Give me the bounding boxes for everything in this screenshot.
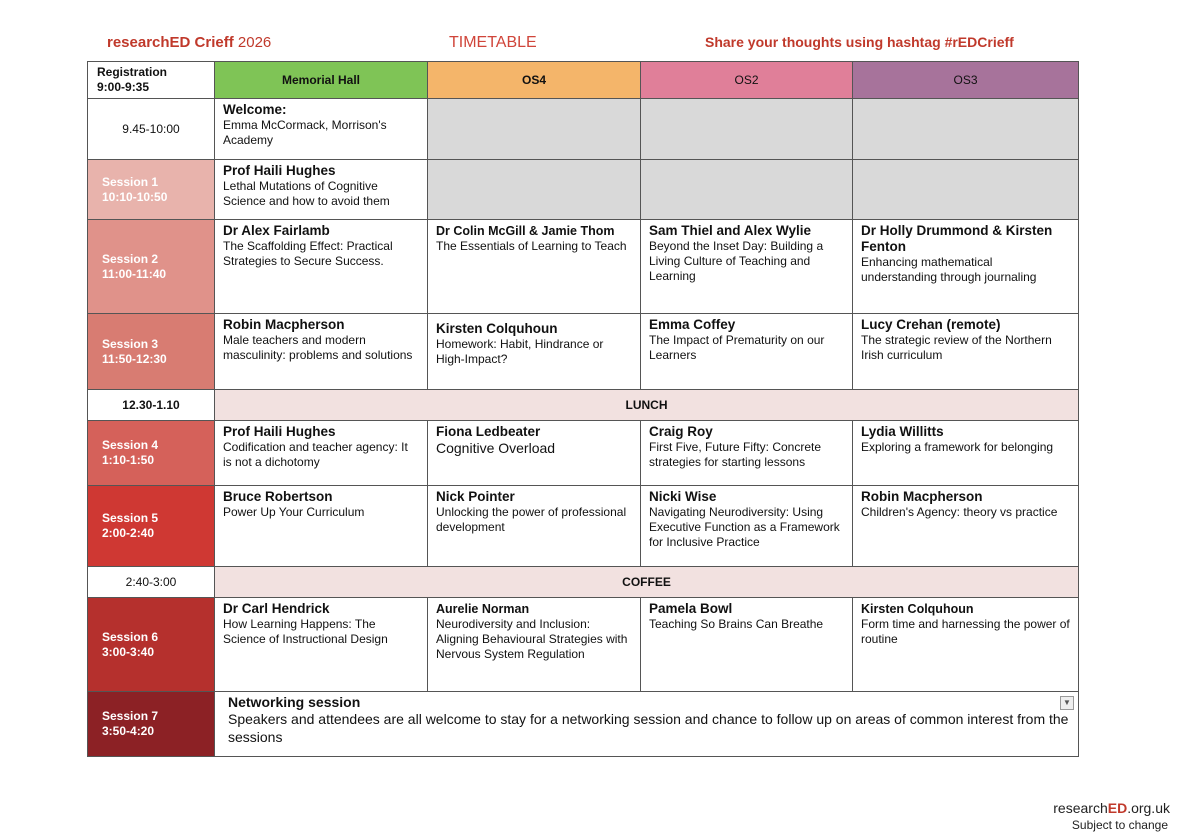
session-label: Session 7 xyxy=(102,709,159,723)
session-5-row xyxy=(88,486,1079,567)
talk-title: The Scaffolding Effect: Practical Strategies to Secure Success. xyxy=(223,239,393,268)
session-label: Session 1 xyxy=(102,174,159,189)
session-1-memorial-hall xyxy=(215,160,428,220)
lunch-band: LUNCH xyxy=(215,390,1079,421)
talk-title: Beyond the Inset Day: Building a Living Culture of Teaching and Learning xyxy=(649,239,824,283)
coffee-row xyxy=(88,567,1079,598)
talk-title: Homework: Habit, Hindrance or High-Impact? xyxy=(436,337,604,366)
empty-cell xyxy=(853,160,1079,220)
coffee-time: 2:40-3:00 xyxy=(88,567,215,598)
session-time: 1:10-1:50 xyxy=(102,453,155,467)
talk-title: Teaching So Brains Can Breathe xyxy=(649,617,824,631)
talk-title: Neurodiversity and Inclusion: Aligning Behavioural Strategies with Nervous System Regulation xyxy=(436,617,628,661)
hashtag-note: Share your thoughts using hashtag #rEDCrieff xyxy=(705,34,1014,50)
talk-title: Codification and teacher agency: It is not a dichotomy xyxy=(223,440,408,469)
timetable xyxy=(87,61,1079,757)
session-5-os3 xyxy=(853,486,1079,567)
speaker-name: Pamela Bowl xyxy=(649,601,733,616)
speaker-name: Nicki Wise xyxy=(649,489,717,504)
lunch-row xyxy=(88,390,1079,421)
session-2-os3 xyxy=(853,220,1079,314)
welcome-cell xyxy=(215,99,428,160)
session-time: 2:00-2:40 xyxy=(102,526,155,540)
session-4-memorial-hall xyxy=(215,421,428,486)
column-os2: OS2 xyxy=(641,62,853,99)
lunch-time: 12.30-1.10 xyxy=(88,390,215,421)
talk-title: Male teachers and modern masculinity: problems and solutions xyxy=(223,333,413,362)
talk-title: Lethal Mutations of Cognitive Science and how to avoid them xyxy=(223,179,390,208)
speaker-name: Lucy Crehan (remote) xyxy=(861,317,1001,332)
session-4-os2 xyxy=(641,421,853,486)
session-3-row xyxy=(88,314,1079,390)
session-label: Session 3 xyxy=(102,336,159,351)
empty-cell xyxy=(428,99,641,160)
networking-title: Networking session xyxy=(228,694,361,710)
welcome-speaker: Emma McCormack, Morrison's Academy xyxy=(223,118,387,147)
session-time: 3:50-4:20 xyxy=(102,724,155,738)
session-3-os2 xyxy=(641,314,853,390)
networking-description: Speakers and attendees are all welcome to stay for a networking session and chance to follow up on areas of common interest from the sessions xyxy=(228,711,1069,745)
talk-title: Cognitive Overload xyxy=(436,440,556,456)
session-3-os4 xyxy=(428,314,641,390)
session-6-time-cell xyxy=(88,598,215,692)
session-label: Session 6 xyxy=(102,629,159,644)
talk-title: How Learning Happens: The Science of Instructional Design xyxy=(223,617,388,646)
speaker-name: Fiona Ledbeater xyxy=(436,424,541,439)
talk-title: Children's Agency: theory vs practice xyxy=(861,505,1058,519)
session-label: Session 4 xyxy=(102,438,159,452)
speaker-name: Emma Coffey xyxy=(649,317,736,332)
talk-title: Form time and harnessing the power of routine xyxy=(861,617,1070,646)
session-6-row xyxy=(88,598,1079,692)
session-6-os2 xyxy=(641,598,853,692)
registration-time: 9:00-9:35 xyxy=(97,80,150,94)
welcome-row xyxy=(88,99,1079,160)
coffee-band: COFFEE xyxy=(215,567,1079,598)
session-5-os2 xyxy=(641,486,853,567)
session-time: 10:10-10:50 xyxy=(102,189,168,204)
speaker-name: Prof Haili Hughes xyxy=(223,424,336,439)
empty-cell xyxy=(853,99,1079,160)
session-time: 3:00-3:40 xyxy=(102,644,155,659)
session-4-os3 xyxy=(853,421,1079,486)
column-os3: OS3 xyxy=(853,62,1079,99)
session-6-memorial-hall xyxy=(215,598,428,692)
session-7-row xyxy=(88,692,1079,757)
talk-title: Exploring a framework for belonging xyxy=(861,440,1054,454)
session-6-os4 xyxy=(428,598,641,692)
talk-title: The strategic review of the Northern Irish curriculum xyxy=(861,333,1052,362)
session-2-os4 xyxy=(428,220,641,314)
session-time: 11:00-11:40 xyxy=(102,266,167,281)
empty-cell xyxy=(641,99,853,160)
talk-title: First Five, Future Fifty: Concrete strategies for starting lessons xyxy=(649,440,822,469)
timetable-heading: TIMETABLE xyxy=(449,34,537,51)
session-time: 11:50-12:30 xyxy=(102,351,167,366)
session-label: Session 5 xyxy=(102,511,159,525)
networking-cell[interactable] xyxy=(215,692,1079,757)
session-2-os2 xyxy=(641,220,853,314)
header-row xyxy=(88,62,1079,99)
empty-cell xyxy=(641,160,853,220)
talk-title: The Impact of Prematurity on our Learners xyxy=(649,333,825,362)
session-3-os3 xyxy=(853,314,1079,390)
session-1-time-cell xyxy=(88,160,215,220)
session-5-time-cell xyxy=(88,486,215,567)
welcome-time: 9.45-10:00 xyxy=(88,99,215,160)
speaker-name: Lydia Willitts xyxy=(861,424,944,439)
session-3-memorial-hall xyxy=(215,314,428,390)
registration-label: Registration xyxy=(97,65,168,79)
speaker-name: Robin Macpherson xyxy=(861,489,983,504)
session-2-memorial-hall xyxy=(215,220,428,314)
welcome-label: Welcome: xyxy=(223,102,287,117)
dropdown-arrow-icon[interactable]: ▼ xyxy=(1060,696,1074,710)
speaker-name: Aurelie Norman xyxy=(436,602,530,616)
talk-title: Unlocking the power of professional development xyxy=(436,505,627,534)
site-url: researchED.org.uk xyxy=(1053,800,1170,816)
talk-title: Power Up Your Curriculum xyxy=(223,505,365,519)
speaker-name: Craig Roy xyxy=(649,424,713,439)
speaker-name: Sam Thiel and Alex Wylie xyxy=(649,223,812,238)
talk-title: The Essentials of Learning to Teach xyxy=(436,239,627,253)
speaker-name: Dr Holly Drummond & Kirsten Fenton xyxy=(861,223,1053,254)
talk-title: Navigating Neurodiversity: Using Executive Function as a Framework for Inclusive Practice xyxy=(649,505,840,549)
session-1-row xyxy=(88,160,1079,220)
talk-title: Enhancing mathematical understanding through journaling xyxy=(861,255,1037,284)
session-3-time-cell xyxy=(88,314,215,390)
subject-to-change-note: Subject to change xyxy=(1071,818,1168,832)
speaker-name: Dr Alex Fairlamb xyxy=(223,223,330,238)
session-7-time-cell xyxy=(88,692,215,757)
session-5-os4 xyxy=(428,486,641,567)
registration-cell xyxy=(88,62,215,99)
speaker-name: Kirsten Colquhoun xyxy=(436,321,558,336)
speaker-name: Dr Carl Hendrick xyxy=(223,601,330,616)
session-label: Session 2 xyxy=(102,251,159,266)
event-title: researchED Crieff 2026 xyxy=(107,34,272,51)
session-4-time-cell xyxy=(88,421,215,486)
column-memorial-hall: Memorial Hall xyxy=(215,62,428,99)
speaker-name: Prof Haili Hughes xyxy=(223,163,336,178)
session-2-time-cell xyxy=(88,220,215,314)
speaker-name: Dr Colin McGill & Jamie Thom xyxy=(436,224,615,238)
speaker-name: Nick Pointer xyxy=(436,489,515,504)
session-4-os4 xyxy=(428,421,641,486)
speaker-name: Bruce Robertson xyxy=(223,489,333,504)
session-6-os3 xyxy=(853,598,1079,692)
column-os4: OS4 xyxy=(428,62,641,99)
speaker-name: Kirsten Colquhoun xyxy=(861,602,974,616)
session-2-row xyxy=(88,220,1079,314)
session-5-memorial-hall xyxy=(215,486,428,567)
speaker-name: Robin Macpherson xyxy=(223,317,345,332)
empty-cell xyxy=(428,160,641,220)
session-4-row xyxy=(88,421,1079,486)
